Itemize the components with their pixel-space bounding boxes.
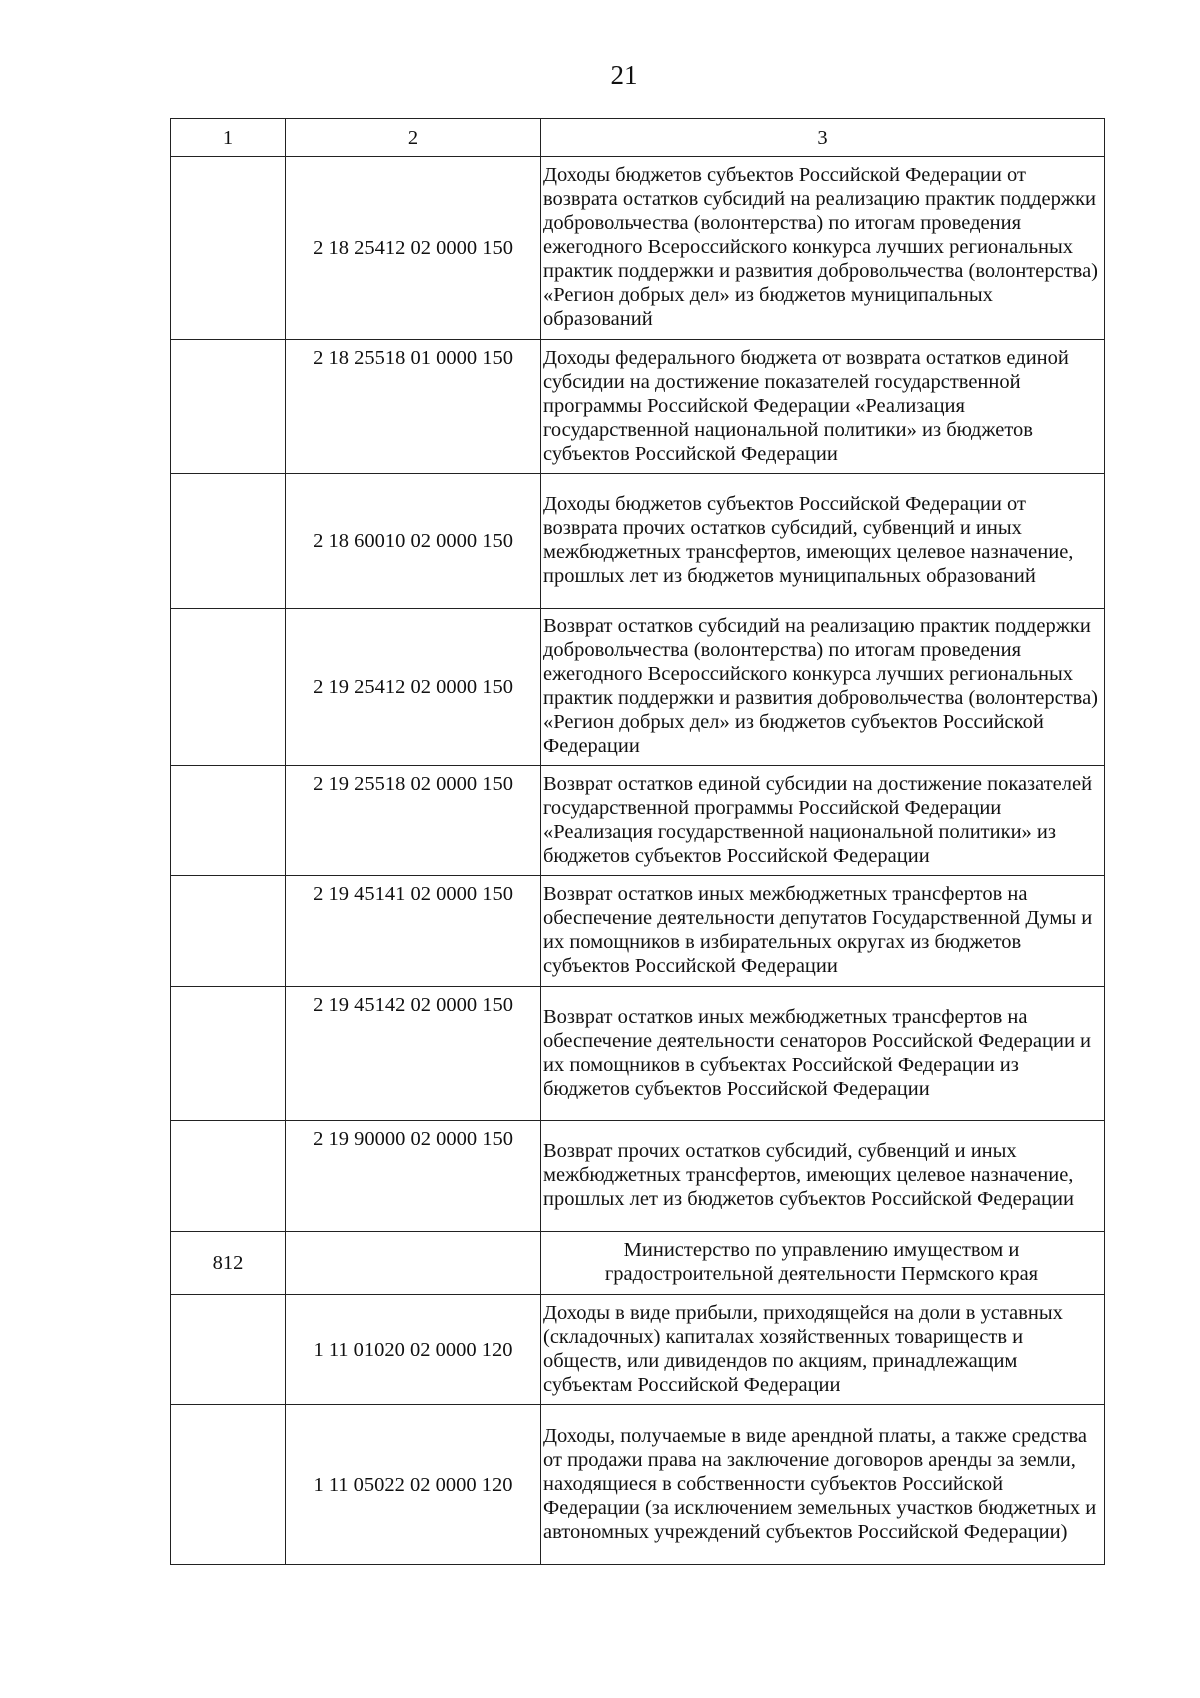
revenue-description-cell: Доходы бюджетов субъектов Российской Федерации от возврата прочих остатков субсидий, субвенций и иных межбюджетных трансфертов, имеющих целевое назначение, прошлых лет из бюджетов муниципальных образований (541, 474, 1105, 609)
revenue-code-cell: 2 19 45141 02 0000 150 (286, 876, 541, 987)
revenue-description-cell: Доходы в виде прибыли, приходящейся на доли в уставных (складочных) капиталах хозяйственных товариществ и обществ, или дивидендов по акциям, принадлежащим субъектам Российской Федерации (541, 1295, 1105, 1405)
table-row (171, 1121, 1105, 1232)
revenue-code-cell: 2 18 25518 01 0000 150 (286, 340, 541, 474)
revenue-code-cell: 2 19 25412 02 0000 150 (286, 609, 541, 766)
revenue-description-cell: Возврат остатков субсидий на реализацию практик поддержки добровольчества (волонтерства) по итогам проведения ежегодного Всероссийского конкурса лучших региональных практик поддержки и развития добровольчества (волонтерства) «Регион добрых дел» из бюджетов субъектов Российской Федерации (541, 609, 1105, 766)
revenue-code-cell: 2 19 90000 02 0000 150 (286, 1121, 541, 1232)
table-row (171, 1295, 1105, 1405)
page-number: 21 (610, 60, 638, 90)
table-row (171, 766, 1105, 876)
revenue-code-cell: 1 11 05022 02 0000 120 (286, 1405, 541, 1565)
ministry-name-cell: Министерство по управлению имуществом и градостроительной деятельности Пермского края (541, 1232, 1105, 1295)
header-col-3: 3 (541, 119, 1105, 157)
admin-code-cell (171, 157, 286, 340)
admin-code-cell (171, 1405, 286, 1565)
revenue-code-cell: 1 11 01020 02 0000 120 (286, 1295, 541, 1405)
revenue-codes-table (170, 118, 1105, 1565)
admin-code-cell (171, 609, 286, 766)
admin-code-cell (171, 987, 286, 1121)
admin-code-cell (171, 474, 286, 609)
ministry-row (171, 1232, 1105, 1295)
admin-code-cell (171, 1295, 286, 1405)
revenue-code-cell: 2 18 60010 02 0000 150 (286, 474, 541, 609)
header-col-2: 2 (286, 119, 541, 157)
admin-code-cell (171, 1121, 286, 1232)
revenue-code-cell: 2 19 25518 02 0000 150 (286, 766, 541, 876)
table-row (171, 609, 1105, 766)
admin-code-cell (171, 340, 286, 474)
table-row (171, 340, 1105, 474)
revenue-description-cell: Возврат прочих остатков субсидий, субвенций и иных межбюджетных трансфертов, имеющих целевое назначение, прошлых лет из бюджетов субъектов Российской Федерации (541, 1121, 1105, 1232)
table-row (171, 987, 1105, 1121)
table-header-row (171, 119, 1105, 157)
revenue-description-cell: Доходы бюджетов субъектов Российской Федерации от возврата остатков субсидий на реализацию практик поддержки добровольчества (волонтерства) по итогам проведения ежегодного Всероссийского конкурса лучших региональных практик поддержки и развития добровольчества (волонтерства) «Регион добрых дел» из бюджетов муниципальных образований (541, 157, 1105, 340)
revenue-code-cell (286, 1232, 541, 1295)
header-col-1: 1 (171, 119, 286, 157)
revenue-code-cell: 2 19 45142 02 0000 150 (286, 987, 541, 1121)
revenue-code-cell: 2 18 25412 02 0000 150 (286, 157, 541, 340)
table-row (171, 1405, 1105, 1565)
ministry-code-cell: 812 (171, 1232, 286, 1295)
table-row (171, 876, 1105, 987)
revenue-description-cell: Доходы, получаемые в виде арендной платы, а также средства от продажи права на заключение договоров аренды за земли, находящиеся в собственности субъектов Российской Федерации (за исключением земельных участков бюджетных и автономных учреждений субъектов Российской Федерации) (541, 1405, 1105, 1565)
revenue-description-cell: Возврат остатков единой субсидии на достижение показателей государственной программы Российской Федерации «Реализация государственной национальной политики» из бюджетов субъектов Российской Федерации (541, 766, 1105, 876)
revenue-description-cell: Возврат остатков иных межбюджетных трансфертов на обеспечение деятельности сенаторов Российской Федерации и их помощников в субъектах Российской Федерации из бюджетов субъектов Российской Федерации (541, 987, 1105, 1121)
revenue-description-cell: Возврат остатков иных межбюджетных трансфертов на обеспечение деятельности депутатов Государственной Думы и их помощников в избирательных округах из бюджетов субъектов Российской Федерации (541, 876, 1105, 987)
table-row (171, 157, 1105, 340)
revenue-description-cell: Доходы федерального бюджета от возврата остатков единой субсидии на достижение показателей государственной программы Российской Федерации «Реализация государственной национальной политики» из бюджетов субъектов Российской Федерации (541, 340, 1105, 474)
table-row (171, 474, 1105, 609)
admin-code-cell (171, 876, 286, 987)
admin-code-cell (171, 766, 286, 876)
